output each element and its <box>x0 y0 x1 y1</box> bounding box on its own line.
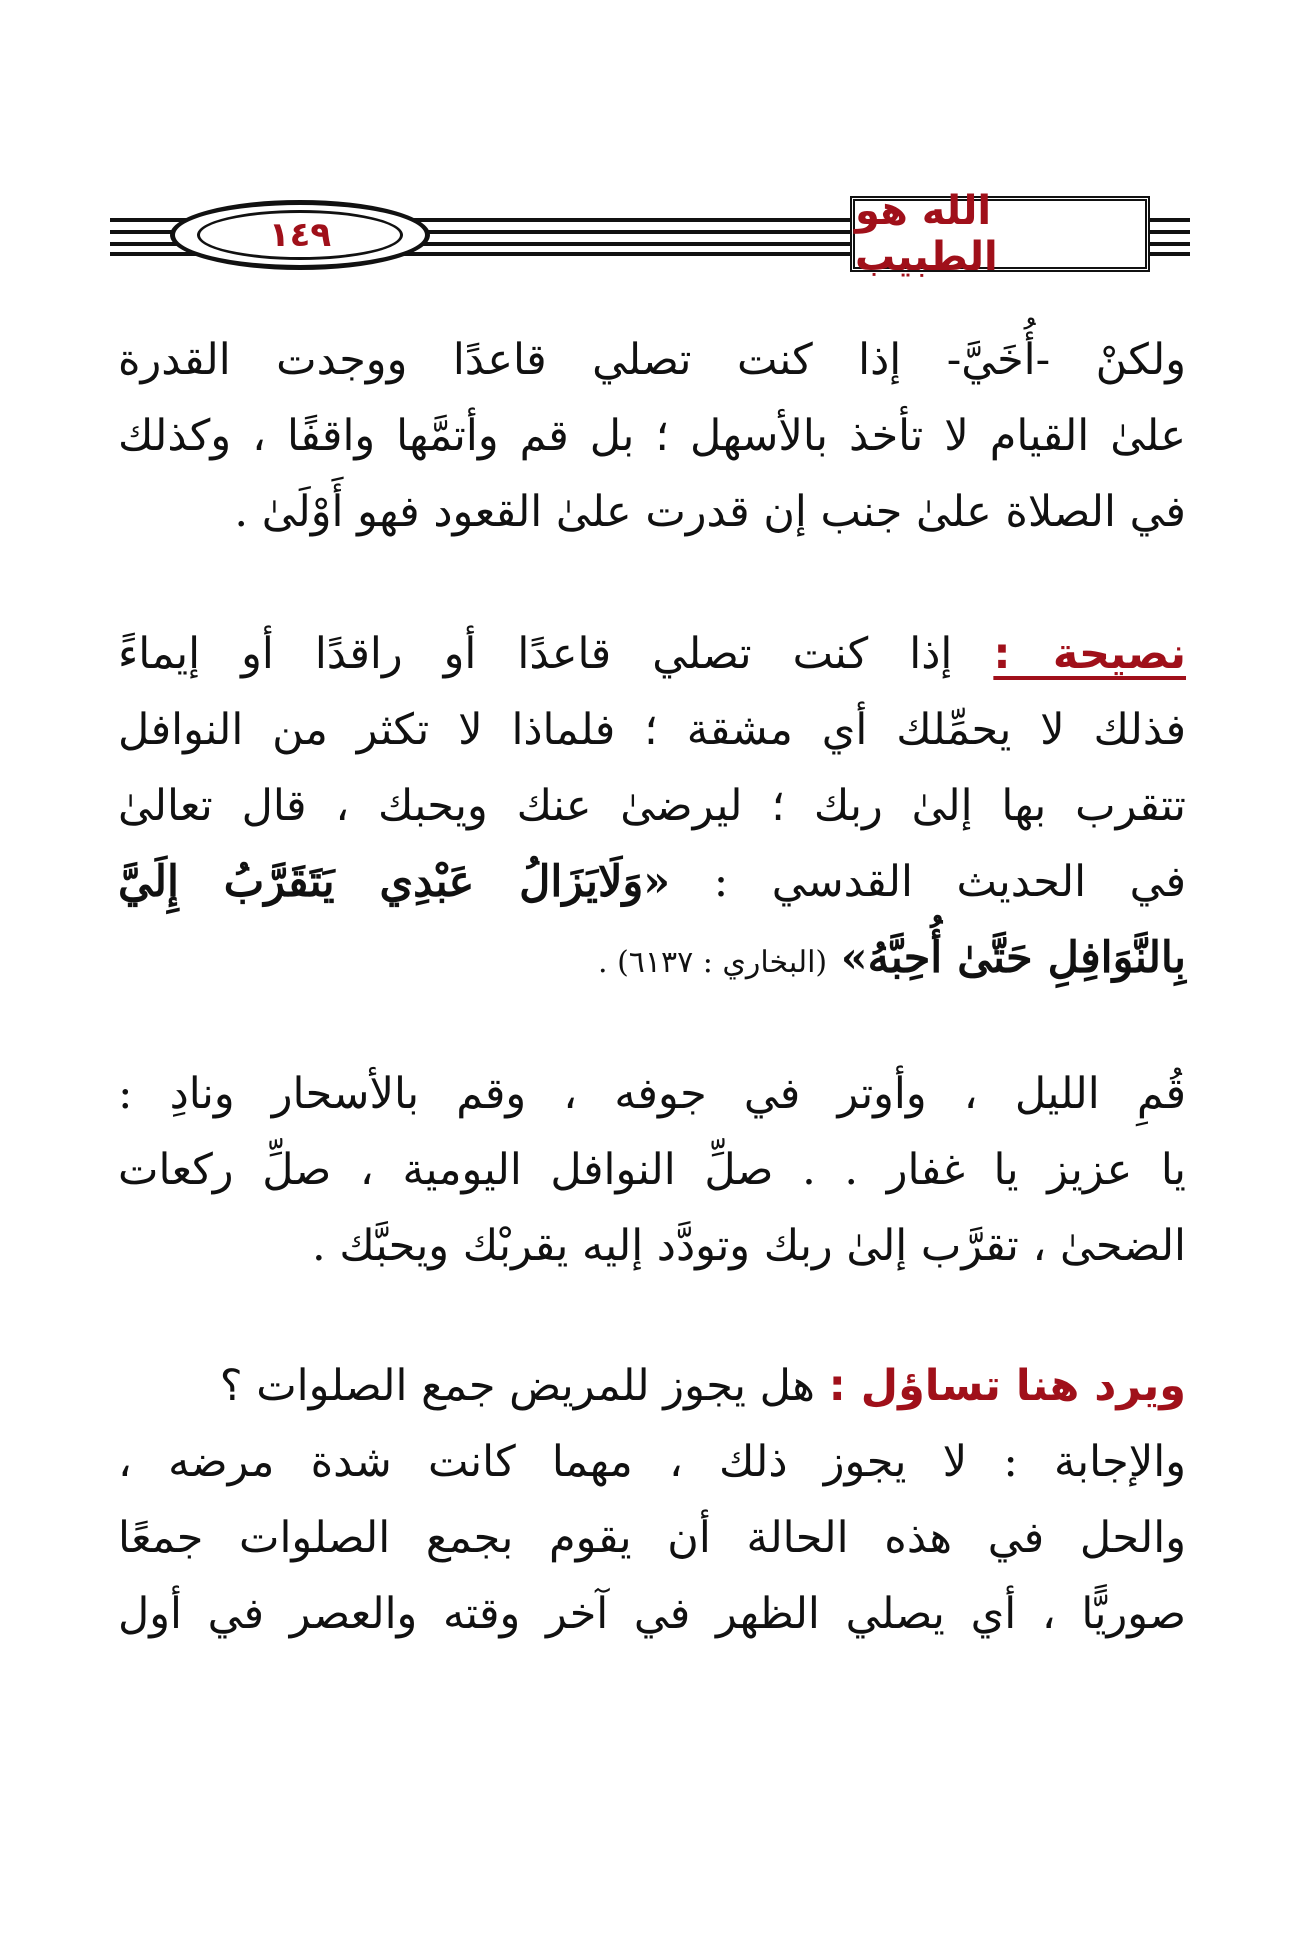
page-number: ١٤٩ <box>197 210 403 260</box>
paragraph-1 <box>118 322 1186 550</box>
text-line <box>118 920 1186 996</box>
text-line: الضحىٰ ، تقرَّب إلىٰ ربك وتودَّد إليه يقربْك ويحبَّك . <box>312 1221 1186 1271</box>
text-line <box>118 616 1186 692</box>
text-span: في الحديث القدسي : <box>713 857 1186 907</box>
paragraph-2 <box>118 616 1186 996</box>
text-line: علىٰ القيام لا تأخذ بالأسهل ؛ بل قم وأتمَّها واقفًا ، وكذلك <box>118 411 1186 461</box>
text-line: قُمِ الليل ، وأوتر في جوفه ، وقم بالأسحار ونادِ : <box>118 1069 1186 1119</box>
page-header <box>110 188 1190 280</box>
paragraph-4 <box>118 1348 1186 1652</box>
hadith-quote: «وَلَايَزَالُ عَبْدِي يَتَقَرَّبُ إِلَيَّ <box>118 857 671 907</box>
advice-label: نصيحة : <box>993 629 1187 679</box>
text-line: والإجابة : لا يجوز ذلك ، مهما كانت شدة مرضه ، <box>118 1437 1186 1487</box>
text-line: في الصلاة علىٰ جنب إن قدرت علىٰ القعود فهو أَوْلَىٰ . <box>234 487 1186 537</box>
text-span: إذا كنت تصلي قاعدًا أو راقدًا أو إيماءً <box>118 629 953 679</box>
text-line: تتقرب بها إلىٰ ربك ؛ ليرضىٰ عنك ويحبك ، قال تعالىٰ <box>118 781 1186 831</box>
text-line: فذلك لا يحمِّلك أي مشقة ؛ فلماذا لا تكثر من النوافل <box>118 705 1186 755</box>
text-line <box>118 1348 1186 1424</box>
hadith-quote: بِالنَّوَافِلِ حَتَّىٰ أُحِبَّهُ» <box>840 933 1186 983</box>
paragraph-3 <box>118 1056 1186 1284</box>
text-line: يا عزيز يا غفار . . صلِّ النوافل اليومية ، صلِّ ركعات <box>118 1145 1186 1195</box>
hadith-reference: (البخاري : ٦١٣٧) . <box>598 945 828 980</box>
question-label: ويرد هنا تساؤل : <box>828 1361 1186 1411</box>
text-line <box>118 844 1186 920</box>
text-line: والحل في هذه الحالة أن يقوم بجمع الصلوات جمعًا <box>118 1513 1186 1563</box>
text-line: صوريًّا ، أي يصلي الظهر في آخر وقته والعصر في أول <box>118 1589 1186 1639</box>
chapter-title: الله هو الطبيب <box>850 196 1150 272</box>
text-span: هل يجوز للمريض جمع الصلوات ؟ <box>219 1361 815 1411</box>
text-line: ولكنْ -أُخَيَّ- إذا كنت تصلي قاعدًا ووجدت القدرة <box>118 335 1186 385</box>
page-number-badge <box>170 200 430 270</box>
